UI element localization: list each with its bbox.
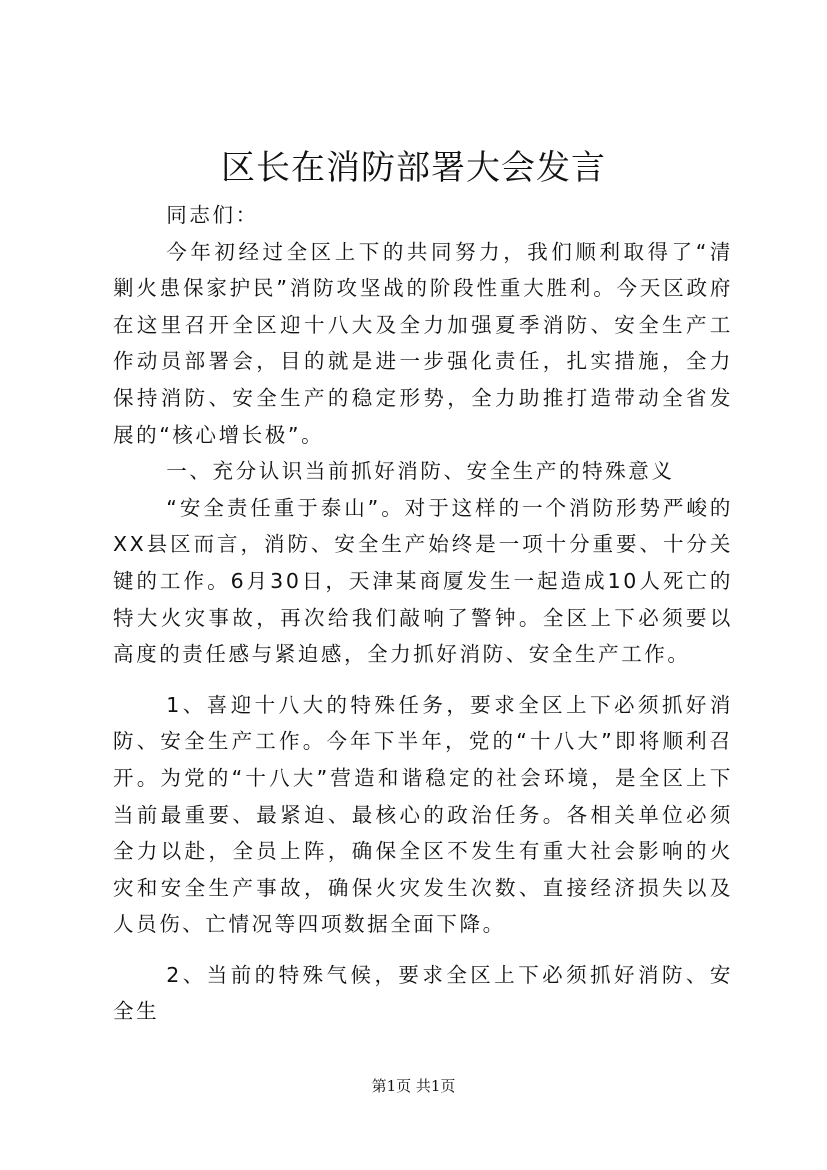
- intro-paragraph: 今年初经过全区上下的共同努力，我们顺利取得了“清剿火患保家护民”消防攻坚战的阶段性重大胜利。今天区政府在这里召开全区迎十八大及全力加强夏季消防、安全生产工作动员部署会，目的就是进一步强化责任，扎实措施，全力保持消防、安全生产的稳定形势，全力助推打造带动全省发展的“核心增长极”。: [113, 239, 733, 447]
- body-paragraph: 2、当前的特殊气候，要求全区上下必须抓好消防、安全生: [113, 962, 733, 1024]
- body-paragraph: “安全责任重于泰山”。对于这样的一个消防形势严峻的XX县区而言，消防、安全生产始终是一项十分重要、十分关键的工作。6月30日，天津某商厦发生一起造成10人死亡的特大火灾事故，再次给我们敲响了警钟。全区上下必须要以高度的责任感与紧迫感，全力抓好消防、安全生产工作。: [113, 495, 733, 667]
- document-title: 区长在消防部署大会发言: [221, 148, 606, 188]
- page-footer: 第1页 共1页: [371, 1077, 456, 1095]
- body-paragraph: 1、喜迎十八大的特殊任务，要求全区上下必须抓好消防、安全生产工作。今年下半年，党的“十八大”即将顺利召开。为党的“十八大”营造和谐稳定的社会环境，是全区上下当前最重要、最紧迫、最核心的政治任务。各相关单位必须全力以赴，全员上阵，确保全区不发生有重大社会影响的火灾和安全生产事故，确保火灾发生次数、直接经济损失以及人员伤、亡情况等四项数据全面下降。: [113, 692, 733, 937]
- document-body: [113, 197, 733, 1030]
- section-heading-1: 一、充分认识当前抓好消防、安全生产的特殊意义: [166, 459, 675, 484]
- salutation-paragraph: 同志们：: [166, 203, 259, 227]
